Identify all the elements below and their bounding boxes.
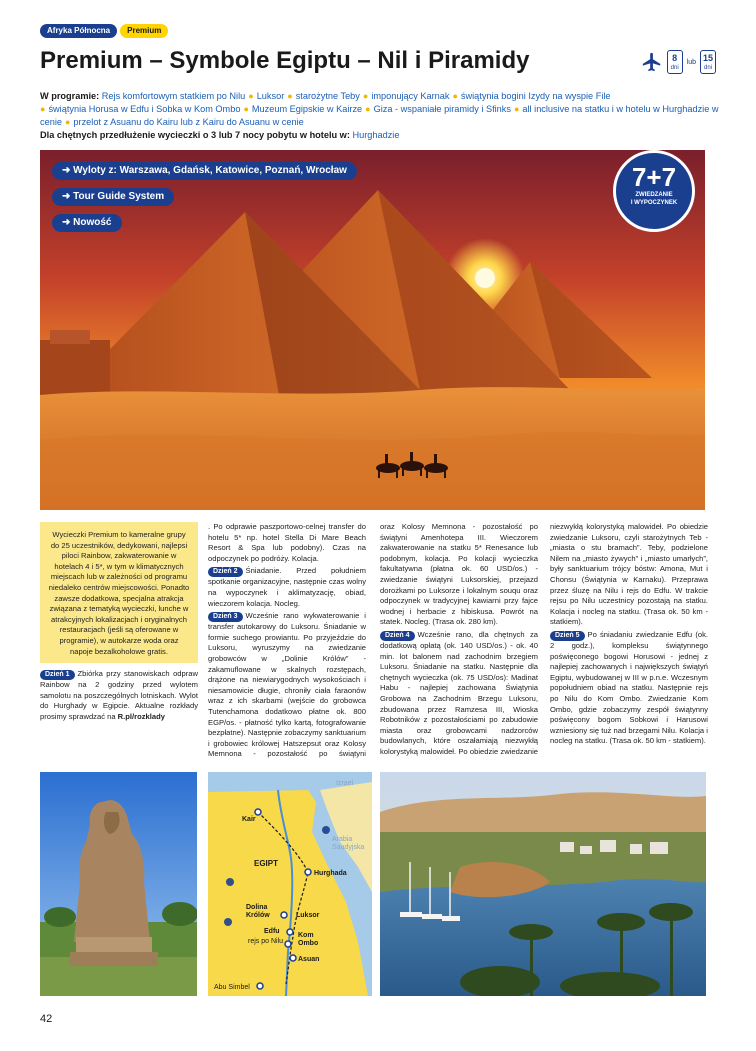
program-item: świątynia Horusa w Edfu i Sobka w Kom Ombo [48, 104, 241, 114]
hero-image-pyramids [40, 150, 705, 510]
map-label-edfu: Edfu [264, 928, 280, 935]
day-2: Dzień 2 Śniadanie. Przed południem spotkanie organizacyjne, następnie czas wolny na wypoczynek i aklimatyzację, obiad, wieczorem kolacja. Nocleg. [208, 566, 366, 608]
day-4: Dzień 4 Wcześnie rano, dla chętnych za dodatkową opłatą (ok. 140 USD/os.) - ok. 40 min. lot balonem nad zachodnim brzegiem Luksoru. Śniadanie na statku. Następnie dla chętnych wycieczka (ok. 75 USD/os): Madinat Habu - najlepiej zachowana Świątynia Grobowa na Zachodnim Brzegu Luksoru, zbudowana przez Ramzesa III, Wioska Robotników z pozostałościami po zabudowie miasta oraz grobowcami nadzorców budowlanych, które oszałamiają niezwykłą kolorystyką malowideł. Po obiedzie zwiedzanie [380, 629, 538, 756]
map-label-nile-cruise: rejs po Nilu [248, 938, 284, 945]
map-label-saudi: Arabia Saudyjska [332, 836, 365, 851]
colossi-of-memnon-photo [40, 772, 197, 996]
nile-illustration [380, 772, 706, 996]
day-1: Dzień 1 Zbiórka przy stanowiskach odpraw Rainbow na 2 godziny przed wylotem samolotu na poszczególnych lotniskach. Wylot do Hurghady w Egipcie. Aktualne rozkłady prosimy sprawdzać na R.pl/rozklady [40, 669, 198, 721]
text-column-3 [380, 522, 538, 758]
program-item: all inclusive na statku i w hotelu w Hurghadzie w cenie [40, 104, 719, 127]
schedule-link[interactable]: R.pl/rozklady [117, 711, 165, 721]
hurghada-link[interactable]: Hurghadzie [352, 130, 400, 140]
map-label-kair: Kair [242, 816, 256, 823]
program-label: W programie: [40, 91, 100, 101]
program-summary: W programie: Rejs komfortowym statkiem po Nilu ● Luksor ● starożytne Teby ● imponujący Karnak ● świątynia bogini Izydy na wyspie File ● świątynia Horusa w Edfu i Sobka w Kom Ombo ● Muzeum Egipskie w Kairze ● Giza - wspaniałe piramidy i Sfinks ● all inclusive na statku i w hotelu w Hurghadzie w cenie ● przelot z Asuanu do Kairu lub z Kairu do Asuanu w cenie Dla chętnych przedłużenie wycieczki o 3 lub 7 nocy pobytu w hotelu w: Hurghadzie [40, 91, 719, 140]
map-label-israel: Izrael [336, 780, 354, 787]
title-bold: Premium [40, 47, 143, 74]
text-column-2 [208, 522, 366, 759]
trip-duration [641, 50, 716, 74]
egypt-map-illustration [208, 772, 372, 996]
map-label-dolina-krolow: Dolina Królów [246, 904, 270, 919]
program-item: Muzeum Egipskie w Kairze [251, 104, 363, 114]
map-label-kom-ombo: Kom Ombo [298, 932, 319, 947]
day-4-end: niezwykłą kolorystyką malowideł. Po obiedzie zwiedzanie Luksoru, czyli starożytnych Teb - „miasta o stu bramach”. Teby, podzielone Nilem na „miasto żywych” i „miasto umarłych”, były sanktuarium trójcy bóstw: Amona, Mut i Chonsu (Świątynia w Karnaku). Przeprawa przez śluzę na Nilu i rejs do Edfu. W trakcie rejsu po Nilu uczestnicy pozostają na statku. Kolacja i nocleg na statku. (Trasa ok. 50 km - statkiem). [550, 522, 708, 627]
program-item: świątynia bogini Izydy na wyspie File [460, 91, 611, 101]
category-tags [40, 24, 168, 38]
colossus-illustration [40, 772, 197, 996]
nile-aswan-photo [380, 772, 706, 996]
program-item: Rejs komfortowym statkiem po Nilu [101, 91, 246, 101]
region-tag[interactable]: Afryka Północna [40, 24, 117, 38]
program-item: imponujący Karnak [371, 91, 450, 101]
day-3: Dzień 3 Wcześnie rano wykwaterowanie i transfer autokarowy do Luksoru. Śniadanie w formie suchego prowiantu. Po przyjeździe do Luksoru, wyruszymy na zwiedzanie grobowców w „Dolinie Królów” - zakamuflowane w skalnych rozstępach, drążone na niewiarygodnych wysokościach i niesamowicie długie, chroniły ciała faraonów wraz z ich skarbami (wejście do grobowca Tutenchamona dodatkowo płatne ok. 800 EGP/os. - płatność tylko kartą, fotografowanie bezpłatne). Następnie zobaczymy sanktuarium i grobowiec królowej Hatszepsut oraz Kolosy Memnona - pozostałość po świątyni [208, 611, 366, 759]
text-column-4 [550, 522, 708, 747]
sightseeing-relax-badge: 7+7 ZWIEDZANIE I WYPOCZYNEK [613, 150, 695, 232]
text-column-1 [40, 522, 198, 723]
program-item: Giza - wspaniałe piramidy i Sfinks [373, 104, 511, 114]
map-label-country: EGIPT [254, 859, 279, 868]
new-pill[interactable]: ➜ Nowość [52, 214, 122, 232]
route-map [208, 772, 372, 996]
program-item: Luksor [256, 91, 285, 101]
page-number: 42 [40, 1013, 53, 1025]
program-item: starożytne Teby [295, 91, 360, 101]
page-title [40, 46, 529, 76]
day-5: Dzień 5 Po śniadaniu zwiedzanie Edfu (ok. 2 godz.), kompleksu świątynnego poświęconego bogowi Horusowi - jednej z najlepiej zachowanych i największych świątyń Egiptu, wybudowanej w III w p.n.e. Wczesnym popołudniem obiad na statku. Następnie rejs po Nilu do Kom Ombo. Zwiedzanie Kom Ombo, gdzie zobaczymy zespół świątynny poświęcony bogom Sobkowi i Harusowi wzniesiony się tuż nad brzegami Nilu. Kolacja i nocleg na statku. (Trasa ok. 50 km - statkiem). [550, 629, 708, 746]
day-1-end: . Po odprawie paszportowo-celnej transfer do hotelu 5* np. hotel Stella Di Mare Beach Resort & Spa lub podobny). Czas na odpoczynek po podróży. Kolacja. [208, 522, 366, 563]
map-label-hurghada: Hurghada [314, 870, 347, 877]
map-label-luksor: Luksor [296, 912, 320, 919]
premium-tag[interactable]: Premium [120, 24, 168, 38]
premium-info-box: Wycieczki Premium to kameralne grupy do 25 uczestników, dedykowani, najlepsi piloci Rainbow, zakwaterowanie w hotelach 4 i 5*, w tym w klimatycznych miejscach lub w zależności od programu niedaleko centrów miejscowości. Ponadto zawsze dodatkowa, specjalna atrakcja związana z tematyką wycieczki, lunche w atrakcyjnych lokalizacjach i oryginalnych restauracjach (jeśli są oferowane w programie), w autokarze woda oraz napoje bezalkoholowe gratis. [40, 522, 198, 663]
days-option-8: 8 dni [667, 50, 683, 74]
tour-guide-pill[interactable]: ➜ Tour Guide System [52, 188, 174, 206]
day-3-end: oraz Kolosy Memnona - pozostałość po świątyni Amenhotepa III. Wieczorem zakwaterowanie na statku 5* Renesance lub podobnym, kolacja. Po kolacji wycieczka fakultatywna (płatna ok. 60 USD/os.) - zwiedzanie świątyni Luksorskiej, przejazd dorożkami po Luksorze i lokalnym souqu oraz odpoczynek w tradycyjnej kawiarni przy fajce wodnej i herbacie z hibiskusa. Powrót na statek. Nocleg. (Trasa ok. 280 km). [380, 522, 538, 627]
map-label-abu-simbel: Abu Simbel [214, 984, 250, 991]
program-item: przelot z Asuanu do Kairu lub z Kairu do Asuanu w cenie [73, 117, 304, 127]
or-label: lub [686, 58, 696, 66]
plane-icon [641, 51, 663, 73]
title-rest: – Symbole Egiptu – Nil i Piramidy [142, 47, 530, 74]
extension-note: Dla chętnych przedłużenie wycieczki o 3 lub 7 nocy pobytu w hotelu w: Hurghadzie [40, 130, 400, 140]
departures-pill[interactable]: ➜ Wyloty z: Warszawa, Gdańsk, Katowice, Poznań, Wrocław [52, 162, 357, 180]
days-option-15: 15 dni [700, 50, 716, 74]
map-label-asuan: Asuan [298, 956, 320, 963]
